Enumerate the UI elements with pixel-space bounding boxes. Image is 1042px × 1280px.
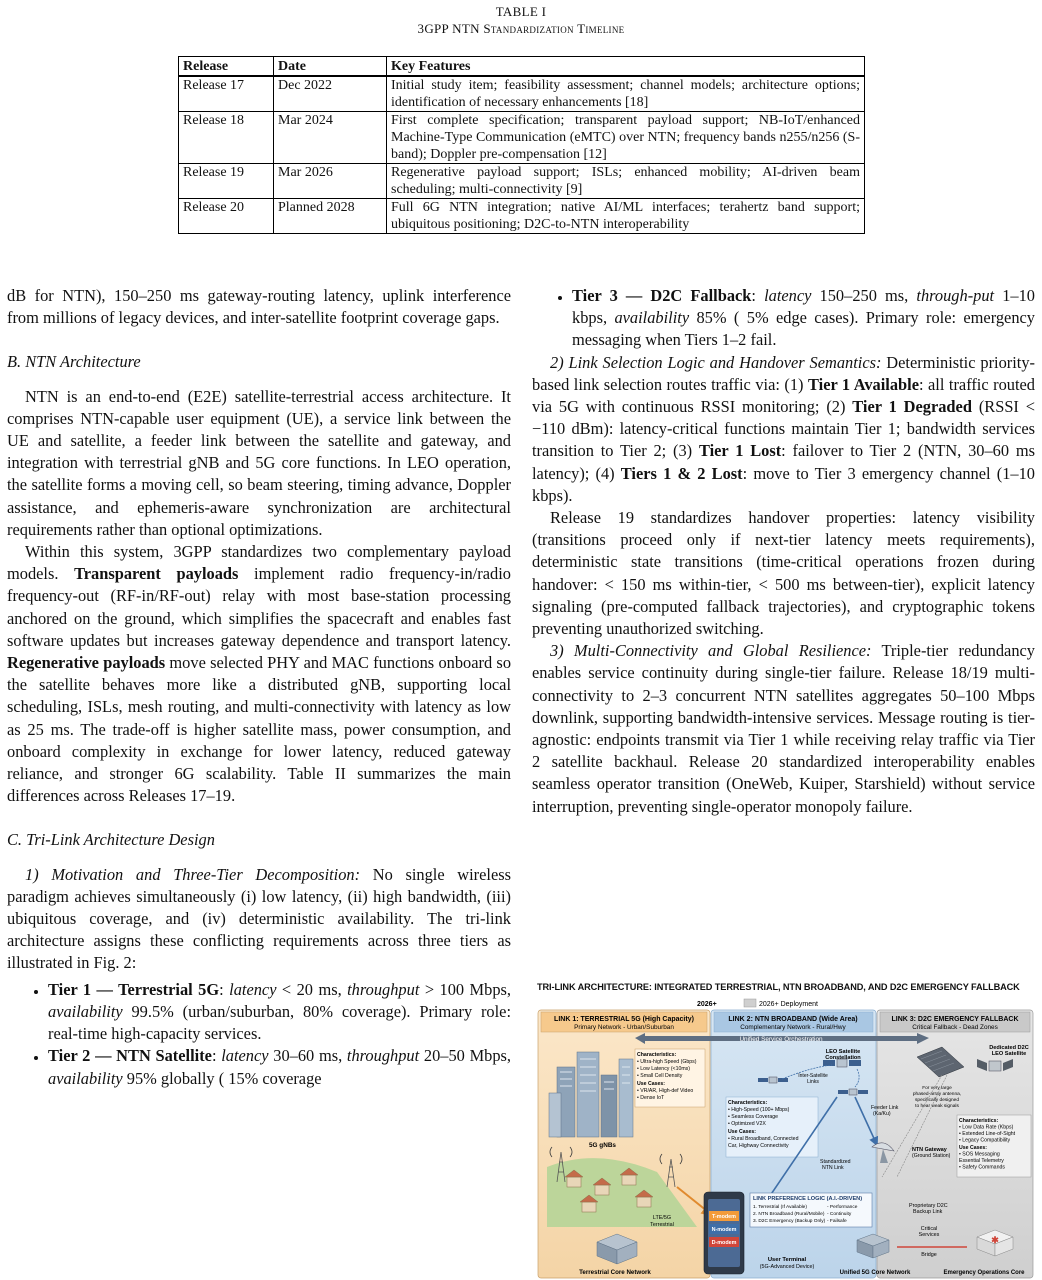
features-cell: Regenerative payload support; ISLs; enhanced mobility; AI-driven beam scheduling; multi-connectivity [9]: [387, 164, 865, 199]
std-ntn-label-2: NTN Link: [822, 1165, 844, 1171]
text-run: : all traffic routed via 5G with continuous RSSI monitoring; (2): [532, 374, 1036, 417]
leo-label-2: Constellation: [825, 1055, 861, 1061]
text-run: Car, Highway Connectivity: [728, 1143, 789, 1149]
tier-heading: Tier 2 — NTN Satellite: [48, 1046, 212, 1066]
table-header-row: [179, 57, 865, 77]
link1-title: LINK 1: TERRESTRIAL 5G (High Capacity): [554, 1016, 694, 1023]
text-run: - Continuity: [827, 1212, 852, 1217]
paragraph-multi-connectivity: [532, 640, 1035, 818]
n-modem-label: N-modem: [711, 1227, 737, 1233]
date-cell: Mar 2026: [274, 164, 387, 199]
date-cell: Planned 2028: [274, 199, 387, 234]
text-run: latency: [221, 1046, 269, 1066]
paragraph-handover-properties: Release 19 standardizes handover properties: latency visibility (transitions proceed only if next-tier latency meets requirements), deterministic state transitions (time-critical operations frozen during handover: < 150 ms within-tier, < 500 ms between-tier), explicit latency signaling (pre-computed fallback trajectories), and cryptographic tokens preventing unauthorized switching.: [532, 508, 1035, 639]
tier-heading: Tier 3 — D2C Fallback: [572, 286, 752, 305]
text-run: For very large: [922, 1086, 952, 1091]
table-row: [179, 199, 865, 234]
figure-title: TRI-LINK ARCHITECTURE: INTEGRATED TERRESTRIAL, NTN BROADBAND, AND D2C EMERGENCY FALLBACK: [537, 982, 1020, 992]
svg-text:✱: ✱: [991, 1235, 999, 1245]
right-column: [532, 285, 1035, 818]
text-run: < 20 ms,: [276, 979, 348, 999]
feeder-label-1: Feeder Link: [871, 1105, 899, 1111]
year-label: 2026+: [697, 1001, 717, 1008]
text-run: latency: [764, 286, 812, 305]
subsection-heading: 2) Link Selection Logic and Handover Semantics:: [550, 352, 882, 372]
release-cell: Release 19: [179, 164, 274, 199]
paragraph-payload-models: [7, 541, 511, 807]
features-cell: First complete specification; transparent payload support; NB-IoT/enhanced Machine-Type Communication (eMTC) over NTN; frequency bands n255/n256 (S-band); Doppler pre-compensation [12]: [387, 112, 865, 164]
text-run: Essential Telemetry: [959, 1158, 1004, 1164]
text-run: • Low Latency (<10ms): [637, 1066, 690, 1072]
text-run: Tiers 1 & 2 Lost: [620, 463, 743, 483]
text-run: 20–50 Mbps,: [419, 1046, 512, 1066]
link2-subtitle: Complementary Network - Rural/Hwy: [740, 1024, 846, 1031]
term-regenerative-payloads: Regenerative payloads: [7, 653, 166, 673]
text-run: :: [219, 979, 230, 999]
table-title: 3GPP NTN Standardization Timeline: [417, 21, 625, 36]
release-cell: Release 17: [179, 76, 274, 112]
bridge-label: Bridge: [921, 1252, 937, 1258]
text-run: • VR/AR, High-def Video: [637, 1088, 694, 1094]
text-run: 3. D2C Emergency (Backup Only): [753, 1219, 826, 1224]
text-run: Triple-tier redundancy enables service continuity during single-tier failure. Release 18/19 multi-connectivity to 2–3 concurrent NTN satellites aggregates 50–100 Mbps downlink, supporting bandwidth-intensive services. Message routing is tier-agnostic: endpoints transmit via Tier 1 while receiving relay traffic via Tier 2 satellite backhaul. Release 20 standardized interoperability enables seamless operator transition (OneWeb, Kuiper, Starshield) without service interruption, preventing single-operator monopoly failure.: [532, 641, 1035, 816]
text-run: availability: [48, 1068, 123, 1088]
text-run: :: [751, 286, 765, 305]
list-item: [48, 979, 511, 1046]
feeder-label-2: (Ka/Ku): [873, 1111, 891, 1117]
table-header-release: Release: [179, 57, 274, 77]
text-run: • Seamless Coverage: [728, 1114, 778, 1120]
table-number: TABLE I: [495, 4, 547, 19]
text-run: Deterministic priority-based link selection routes traffic via: (1): [532, 352, 1035, 394]
text-run: to hear weak signals: [915, 1104, 959, 1109]
text-run: availability: [48, 1001, 123, 1021]
section-heading-tri-link: C. Tri-Link Architecture Design: [7, 830, 215, 850]
text-run: Tier 1 Available: [808, 374, 919, 394]
gnbs-label: 5G gNBs: [589, 1142, 616, 1149]
list-item: [48, 1045, 511, 1089]
legend-swatch: [744, 999, 756, 1007]
t-modem-label: T-modem: [712, 1214, 736, 1220]
text-run: Characteristics:: [728, 1100, 768, 1106]
tier-heading: Tier 1 — Terrestrial 5G: [48, 979, 220, 999]
text-run: 2. NTN Broadband (Rural/Mobile): [753, 1212, 825, 1217]
text-run: • High-Speed (100+ Mbps): [728, 1107, 790, 1113]
link1-subtitle: Primary Network - Urban/Suburban: [574, 1024, 674, 1031]
subsection-heading: 1) Motivation and Three-Tier Decomposition:: [25, 864, 361, 884]
date-cell: Mar 2024: [274, 112, 387, 164]
link3-subtitle: Critical Fallback - Dead Zones: [912, 1024, 998, 1031]
link3-title: LINK 3: D2C EMERGENCY FALLBACK: [891, 1016, 1019, 1023]
d-modem-label: D-modem: [711, 1240, 737, 1246]
legend-label: 2026+ Deployment: [759, 1001, 818, 1008]
user-terminal-label-2: (5G-Advanced Device): [759, 1264, 815, 1270]
prop-label-2: Backup Link: [913, 1209, 943, 1215]
text-run: • Extended Line-of-Sight: [959, 1131, 1016, 1137]
text-run: : move to Tier 3 emergency channel (1–10 kbps).: [532, 463, 1035, 505]
emergency-core-label: Emergency Operations Core: [943, 1270, 1025, 1276]
paragraph-ntn-architecture: NTN is an end-to-end (E2E) satellite-terrestrial access architecture. It comprises NTN-capable user equipment (UE), a service link between the UE and satellite, a feeder link between the satellite and gateway, and integration with terrestrial gNB and 5G core functions. In LEO operation, the satellite forms a moving cell, so beam steering, timing advance, Doppler assistance, and ephemeris-aware synchronization are architectural requirements rather than optional optimizations.: [7, 386, 511, 539]
release-cell: Release 18: [179, 112, 274, 164]
ntn-gateway-label-2: (Ground Station): [912, 1153, 951, 1159]
terrestrial-core-label: Terrestrial Core Network: [579, 1269, 651, 1276]
unified-5g-core-label: Unified 5G Core Network: [839, 1270, 911, 1276]
text-run: availability: [614, 308, 690, 328]
table-row: [179, 164, 865, 199]
orchestration-label: Unified Service Orchestration: [739, 1036, 823, 1043]
text-run: : failover to Tier 2 (NTN, 30–60 ms latency); (4): [532, 441, 1035, 483]
d2c-sat-label-1: Dedicated D2C: [989, 1045, 1029, 1051]
text-run: - Performance: [827, 1205, 858, 1210]
text-run: Use Cases:: [959, 1145, 987, 1151]
left-column: [7, 285, 511, 1090]
text-run: latency: [229, 979, 277, 999]
text-run: (RSSI < −110 dBm): latency-critical functions maintain Tier 1; bandwidth services transition to Tier 2; (3): [532, 397, 1035, 461]
text-run: 85% ( 5% edge cases). Primary role: emergency messaging when Tiers 1–2 fail.: [572, 308, 1035, 350]
lte-label-1: LTE/5G: [652, 1215, 672, 1221]
release-cell: Release 20: [179, 199, 274, 234]
prop-label-1: Proprietary D2C: [909, 1203, 948, 1209]
link2-title: LINK 2: NTN BROADBAND (Wide Area): [728, 1016, 858, 1023]
tier-list: [532, 285, 1035, 352]
text-run: through-put: [916, 286, 995, 305]
table-row: [179, 112, 865, 164]
text-run: 30–60 ms,: [268, 1046, 347, 1066]
text-run: Use Cases:: [728, 1129, 756, 1135]
user-terminal-label-1: User Terminal: [767, 1257, 807, 1263]
text-run: Tier 1 Degraded: [852, 397, 972, 417]
text-run: :: [211, 1046, 222, 1066]
text-run: phased-array antenna,: [912, 1092, 962, 1097]
table-header-features: Key Features: [387, 57, 865, 77]
table-header-date: Date: [274, 57, 387, 77]
text-run: Characteristics:: [637, 1052, 677, 1058]
text-run: throughput: [346, 1046, 420, 1066]
table-row: [179, 76, 865, 112]
lte-label-2: Terrestrial: [650, 1222, 674, 1228]
link-preference-title: LINK PREFERENCE LOGIC (A.I.-DRIVEN): [753, 1196, 863, 1202]
paragraph-link-selection: [532, 352, 1035, 507]
text-run: implement radio frequency-in/radio frequency-out (RF-in/RF-out) relay with most base-station processing anchored on the ground, which simplifies the spacecraft and enables fast software updates but increases gateway dependence and transport latency.: [7, 564, 511, 650]
text-run: 99.5% (urban/suburban, 80% coverage). Primary role: real-time high-capacity services.: [48, 1001, 511, 1044]
isl-label-2: Links: [807, 1079, 819, 1085]
text-run: > 100 Mbps,: [419, 979, 511, 999]
link-preference-list: [753, 1204, 858, 1224]
text-run: 95% globally ( 15% coverage: [122, 1068, 322, 1088]
term-transparent-payloads: Transparent payloads: [74, 564, 239, 584]
text-run: • Legacy Compatibility: [959, 1137, 1011, 1144]
text-run: - Failsafe: [827, 1219, 847, 1224]
intro-paragraph: dB for NTN), 150–250 ms gateway-routing latency, uplink interference from millions of legacy devices, and inter-satellite footprint coverage gaps.: [7, 286, 511, 328]
tier-list: [7, 979, 511, 1090]
text-run: Characteristics:: [959, 1118, 999, 1124]
text-run: • SOS Messaging: [959, 1151, 1000, 1158]
ntn-gateway-label-1: NTN Gateway: [912, 1147, 947, 1153]
text-run: No single wireless paradigm achieves simultaneously (i) low latency, (ii) high bandwidth, (iii) ubiquitous coverage, and (iv) deterministic availability. The tri-link architecture assigns these conflicting requirements across three tiers as illustrated in Fig. 2:: [7, 864, 511, 973]
tri-link-architecture-figure: [537, 997, 1034, 1280]
text-run: • Low Data Rate (Kbps): [959, 1124, 1014, 1131]
std-ntn-label-1: Standardized: [820, 1159, 851, 1165]
text-run: Tier 1 Lost: [698, 441, 782, 461]
text-run: • Rural Broadband, Connected: [728, 1136, 799, 1142]
text-run: • Dense IoT: [637, 1095, 665, 1101]
critical-label-1: Critical: [920, 1226, 938, 1232]
text-run: • Optimized V2X: [728, 1121, 766, 1127]
text-run: • Safety Commands: [959, 1164, 1005, 1171]
subsection-heading: 3) Multi-Connectivity and Global Resilience:: [550, 641, 872, 661]
isl-label-1: Inter-Satellite: [798, 1073, 828, 1079]
text-run: throughput: [347, 979, 420, 999]
text-run: 150–250 ms,: [811, 286, 917, 305]
text-run: 1–10 kbps,: [572, 286, 1035, 328]
text-run: • Ultra-high Speed (Gbps): [637, 1059, 697, 1065]
text-run: • Small Cell Density: [637, 1073, 683, 1079]
standardization-timeline-table: [178, 56, 865, 234]
text-run: Use Cases:: [637, 1081, 665, 1087]
features-cell: Initial study item; feasibility assessment; channel models; architecture options; identification of necessary enhancements [18]: [387, 76, 865, 112]
text-run: Within this system, 3GPP standardizes two complementary payload models.: [7, 542, 511, 584]
leo-label-1: LEO Satellite: [825, 1049, 861, 1055]
list-item: [572, 285, 1035, 352]
features-cell: Full 6G NTN integration; native AI/ML interfaces; terahertz band support; ubiquitous positioning; D2C-to-NTN interoperability: [387, 199, 865, 234]
section-heading-ntn-architecture: B. NTN Architecture: [7, 352, 141, 372]
date-cell: Dec 2022: [274, 76, 387, 112]
text-run: 1. Terrestrial (If Available): [753, 1205, 807, 1210]
critical-label-2: Services: [918, 1232, 940, 1238]
paragraph-motivation: [7, 864, 511, 975]
text-run: specifically designed: [915, 1098, 959, 1103]
d2c-sat-label-2: LEO Satellite: [991, 1051, 1027, 1057]
text-run: move selected PHY and MAC functions onboard so the satellite behaves more like a distributed gNB, supporting local scheduling, ISLs, mesh routing, and multi-connectivity with latency as low as 25 ms. The trade-off is higher satellite mass, power consumption, and onboard complexity in exchange for lower latency, reduced gateway reliance, and stronger 6G scalability. Table II summarizes the main differences across Releases 17–19.: [7, 653, 512, 806]
